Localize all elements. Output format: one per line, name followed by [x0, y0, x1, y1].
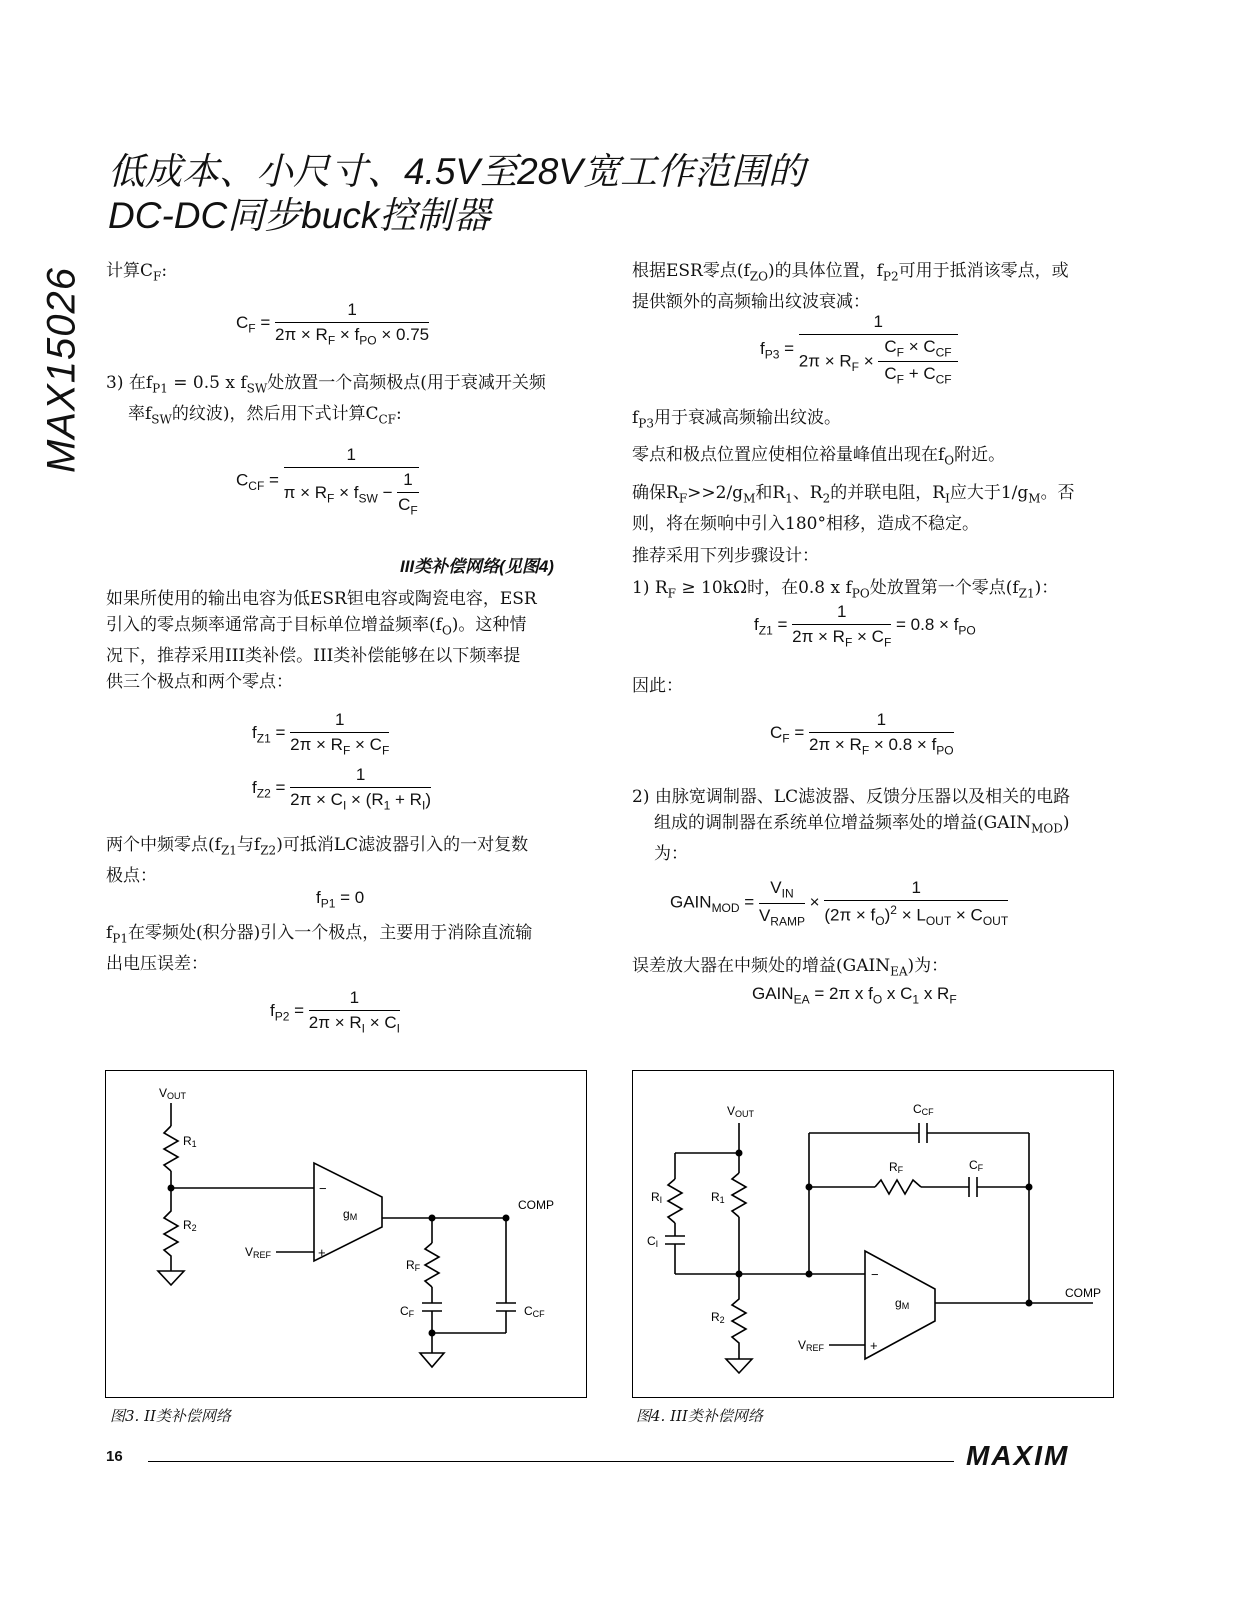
fig4-vout-label: VOUT [727, 1104, 755, 1119]
fig4-ci-label: CI [647, 1234, 659, 1249]
side-part-label: MAX15026 [39, 267, 84, 473]
page-number: 16 [106, 1448, 123, 1465]
fig3-r2-label: R2 [183, 1218, 197, 1233]
esr-zero-text: 根据ESR零点$(f_{ZO})$的具体位置，$f_{P2}$可用于抵消该零点，或 提供额外的高频输出纹波衰减： [632, 261, 1069, 313]
equation-fp2: $f_{P2}$ = $\frac{1}{2\pi \times R_I \times C_I}$ [270, 988, 400, 1036]
fig4-rf-label: RF [889, 1160, 904, 1175]
equation-ccf: $C_{CF}$ = 1 $\pi \times R_F \times f_{SW}$ − $\frac{1}{C_F}$ [236, 445, 418, 518]
equation-fz2: $f_{Z2}$ = $\frac{1}{2\pi \times C_I \times (R_1 + R_I)}$ [252, 765, 431, 813]
equation-cf-right: $C_F$ = $\frac{1}{2\pi \times R_F \times 0.8 \times f_{PO}}$ [770, 710, 954, 758]
equation-gain-ea: $GAIN_{EA} = 2\pi$ x $f_O$ x $C_1$ x $R_F$ [752, 984, 957, 1007]
fig4-r1-label: R1 [711, 1190, 725, 1205]
fig4-comp-label: COMP [1065, 1286, 1101, 1300]
type-iii-schematic [633, 1071, 1113, 1397]
equation-cf: $C_F$ = $\frac{1}{2\pi \times R_F \times f_{PO} \times 0.75}$ [236, 300, 430, 348]
svg-text:−: − [871, 1267, 879, 1282]
step3-text: 3) 在$f_{P1} = 0.5$ x $f_{SW}$处放置一个高频极点(用于衰减开关频 率$f_{SW}$的纹波)，然后用下式计算$C_{CF}$: [106, 373, 546, 427]
fig4-vref-label: VREF [798, 1338, 825, 1353]
svg-text:−: − [319, 1181, 327, 1196]
figure-3-caption: 图3. II类补偿网络 [110, 1407, 231, 1425]
figure-3-box [105, 1070, 587, 1398]
fig3-vref-label: VREF [245, 1245, 272, 1260]
ea-gain-text: 误差放大器在中频处的增益$(GAIN_{EA})$为： [632, 956, 949, 979]
fig4-r2-label: R2 [711, 1310, 725, 1325]
fig3-r1-label: R1 [183, 1134, 197, 1149]
fig4-ccf-label: CCF [913, 1102, 934, 1117]
maxim-logo: MAXIM [966, 1440, 1070, 1471]
fig3-gm-label: gM [343, 1207, 358, 1222]
fig3-ccf-label: CCF [524, 1304, 545, 1319]
fig3-cf-label: CF [400, 1304, 415, 1319]
footer-rule [148, 1461, 954, 1462]
midband-zeros-text: 两个中频零点($f_{Z1}$与$f_{Z2}$)可抵消LC滤波器引入的一对复数 极点： [106, 835, 529, 887]
equation-gain-mod: $GAIN_{MOD}$ = $\frac{V_{IN}}{V_{RAMP}}$ × $\frac{1}{(2\pi \times f_O)^2 \times L_{OUT} \times C_{OUT}}$ [670, 878, 1009, 929]
typeIII-heading: III类补偿网络(见图4) [400, 557, 554, 576]
fig4-ri-label: RI [651, 1190, 663, 1205]
svg-text:+: + [870, 1338, 878, 1353]
equation-fz1: $f_{Z1}$ = $\frac{1}{2\pi \times R_F \times C_F}$ [252, 710, 390, 758]
fig3-comp-label: COMP [518, 1198, 554, 1212]
calc-cf-text: 计算$C_F$: [106, 261, 168, 284]
fig4-gm-label: gM [895, 1296, 910, 1311]
fp1-text: $f_{P1}$在零频处(积分器)引入一个极点，主要用于消除直流输 出电压误差： [106, 923, 533, 975]
fig3-vout-label: VOUT [159, 1086, 187, 1101]
therefore-text: 因此： [632, 676, 683, 696]
figure-4-caption: 图4. III类补偿网络 [636, 1407, 763, 1425]
svg-text:+: + [318, 1245, 326, 1260]
figure-4-box [632, 1070, 1114, 1398]
title-line-1: 低成本、小尺寸、4.5V至28V宽工作范围的 [108, 151, 805, 192]
fig4-cf-label: CF [969, 1158, 984, 1173]
page-title [108, 150, 805, 238]
typeIII-paragraph: 如果所使用的输出电容为低ESR钽电容或陶瓷电容，ESR 引入的零点频率通常高于目标单位增益频率$(f_O)$。这种情 况下，推荐采用III类补偿。III类补偿能够在以下频率提 供三个极点和两个零点： [106, 589, 537, 693]
right-notes: $f_{P3}$用于衰减高频输出纹波。 零点和极点位置应使相位裕量峰值出现在$f_O$附近。 确保$R_F>>2/g_M$和$R_1$、$R_2$的并联电阻，$R_I$应大于$1/g_M$。否 则，将在频响中引入180°相移，造成不稳定。 推荐采用下列步骤设计： 1) $R_F \ge 10k\Omega$时，在0.8 x $f_{PO}$处放置第一个零点$(f_{Z1})$： [632, 408, 1075, 601]
equation-fp3: $f_{P3}$ = 1 $2\pi \times R_F$ × $\frac{C_F \times C_{CF}}{C_F + C_{CF}}$ [760, 312, 958, 387]
equation-fp1: $f_{P1} = 0$ [316, 888, 365, 911]
fig3-rf-label: RF [406, 1258, 421, 1273]
equation-fz1-right: $f_{Z1}$ = $\frac{1}{2\pi \times R_F \times C_F}$ = $0.8 \times f_{PO}$ [754, 602, 976, 650]
title-line-2: DC-DC同步buck控制器 [108, 195, 491, 236]
step2-text: 2) 由脉宽调制器、LC滤波器、反馈分压器以及相关的电路 组成的调制器在系统单位增益频率处的增益$(GAIN_{MOD})$ 为： [632, 787, 1071, 865]
type-ii-schematic [106, 1071, 586, 1397]
